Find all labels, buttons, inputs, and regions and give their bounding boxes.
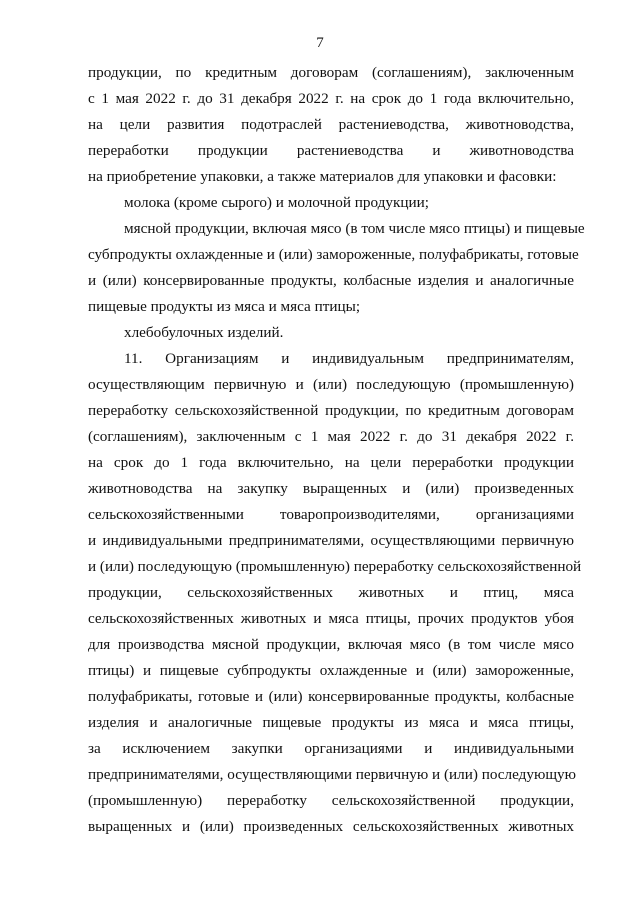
text-line: птицы) и пищевые субпродукты охлажденные и (или) замороженные, [88,662,574,679]
text-line: и индивидуальными предпринимателями, осуществляющими первичную [88,532,574,549]
text-line: и (или) консервированные продукты, колбасные изделия и аналогичные [88,272,574,289]
text-line: полуфабрикаты, готовые и (или) консервированные продукты, колбасные [88,688,574,705]
text-line: сельскохозяйственными товаропроизводителями, организациями [88,506,574,523]
text-line: осуществляющим первичную и (или) последующую (промышленную) [88,376,574,393]
text-line: предпринимателями, осуществляющими первичную и (или) последующую [88,766,576,783]
text-line: для производства мясной продукции, включая мясо (в том числе мясо [88,636,574,653]
text-line: сельскохозяйственных животных и мяса птицы, прочих продуктов убоя [88,610,574,627]
page-number: 7 [316,35,324,51]
text-line: на срок до 1 года включительно, на цели переработки продукции [88,454,574,471]
text-line: (промышленную) переработку сельскохозяйственной продукции, [88,792,574,809]
text-line: выращенных и (или) произведенных сельскохозяйственных животных [88,818,574,835]
text-line: пищевые продукты из мяса и мяса птицы; [88,298,361,315]
text-line: изделия и аналогичные пищевые продукты из мяса и мяса птицы, [88,714,574,731]
text-line: с 1 мая 2022 г. до 31 декабря 2022 г. на срок до 1 года включительно, [88,90,574,107]
text-line: переработку сельскохозяйственной продукции, по кредитным договорам [88,402,574,419]
text-line: (соглашениям), заключенным с 1 мая 2022 г. до 31 декабря 2022 г. [88,428,574,445]
text-line: за исключением закупки организациями и индивидуальными [88,740,574,757]
text-line: и (или) последующую (промышленную) переработку сельскохозяйственной [88,558,582,575]
text-line: продукции, сельскохозяйственных животных и птиц, мяса [88,584,574,601]
text-line: мясной продукции, включая мясо (в том числе мясо птицы) и пищевые [124,220,585,237]
text-line: субпродукты охлажденные и (или) замороженные, полуфабрикаты, готовые [88,246,579,263]
text-line: переработки продукции растениеводства и животноводства [88,142,574,159]
text-line: на цели развития подотраслей растениеводства, животноводства, [88,116,574,133]
text-line: на приобретение упаковки, а также материалов для упаковки и фасовки: [88,168,557,185]
text-line: молока (кроме сырого) и молочной продукции; [124,194,429,211]
text-line: 11. Организациям и индивидуальным предпринимателям, [124,350,574,367]
text-line: продукции, по кредитным договорам (соглашениям), заключенным [88,64,574,81]
text-line: хлебобулочных изделий. [124,324,284,341]
text-line: животноводства на закупку выращенных и (или) произведенных [88,480,574,497]
